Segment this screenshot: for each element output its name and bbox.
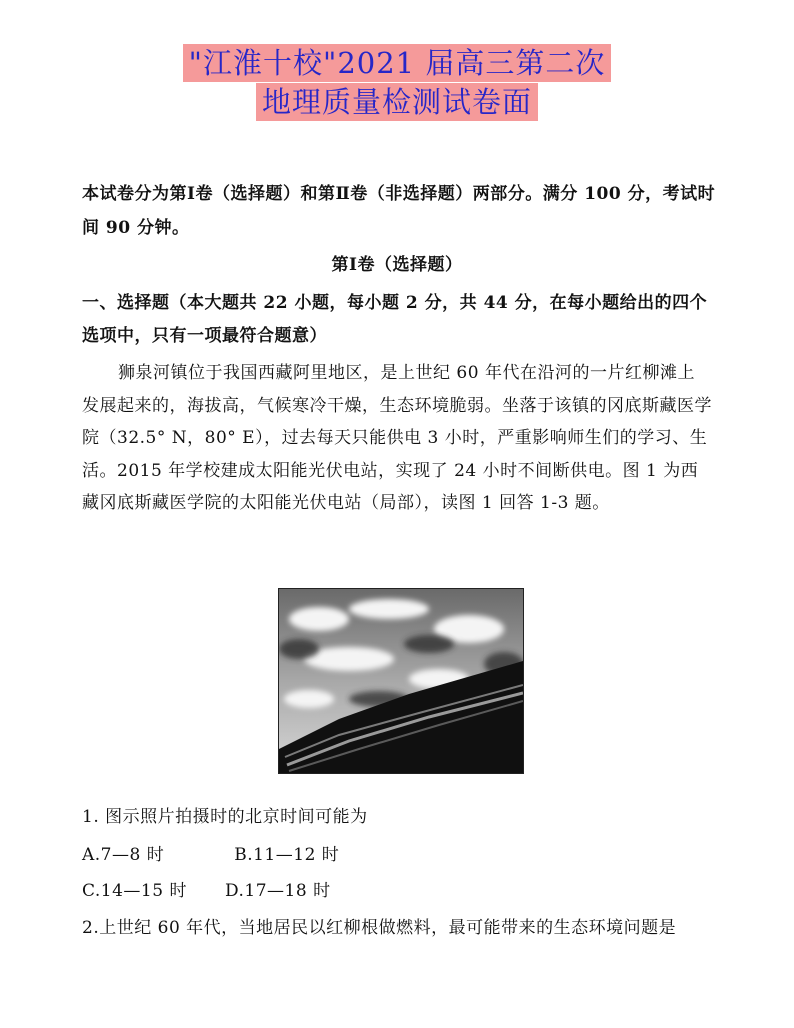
exam-intro: 本试卷分为第Ⅰ卷（选择题）和第Ⅱ卷（非选择题）两部分。满分 100 分，考试时间 90 分钟。 — [82, 184, 716, 238]
option-c: C.14—15 时 — [82, 881, 187, 901]
section-heading: 第Ⅰ卷（选择题） — [331, 255, 463, 275]
reading-passage: 狮泉河镇位于我国西藏阿里地区，是上世纪 60 年代在沿河的一片红柳滩上发展起来的，海拔高，气候寒冷干燥，生态环境脆弱。坐落于该镇的冈底斯藏医学院（32.5° N，80° E），过去每天只能供电 3 小时，严重影响师生们的学习、生活。2015 年学校建成太阳能光伏电站，实现了 24 小时不间断供电。图 1 为西藏冈底斯藏医学院的太阳能光伏电站（局部），读图 1 回答 1-3 题。 — [82, 363, 712, 513]
question-2-stem: 2.上世纪 60 年代，当地居民以红柳根做燃料，最可能带来的生态环境问题是 — [82, 918, 677, 938]
option-d: D.17—18 时 — [224, 881, 331, 901]
option-b: B.11—12 时 — [234, 845, 340, 865]
part-heading: 一、选择题（本大题共 22 小题，每小题 2 分，共 44 分，在每小题给出的四个选项中，只有一项最符合题意） — [82, 293, 708, 346]
title-line-1: "江淮十校"2021 届高三第二次 — [183, 44, 612, 82]
title-line-2: 地理质量检测试卷面 — [256, 83, 538, 121]
solar-station-photo — [278, 588, 524, 774]
document-title — [0, 0, 794, 121]
question-1-stem: 1. 图示照片拍摄时的北京时间可能为 — [82, 807, 368, 827]
question-1-options-row-2 — [82, 876, 331, 901]
solar-station-photo-graphic — [279, 589, 523, 773]
question-1-options-row-1 — [82, 840, 339, 865]
option-a: A.7—8 时 — [82, 845, 165, 865]
